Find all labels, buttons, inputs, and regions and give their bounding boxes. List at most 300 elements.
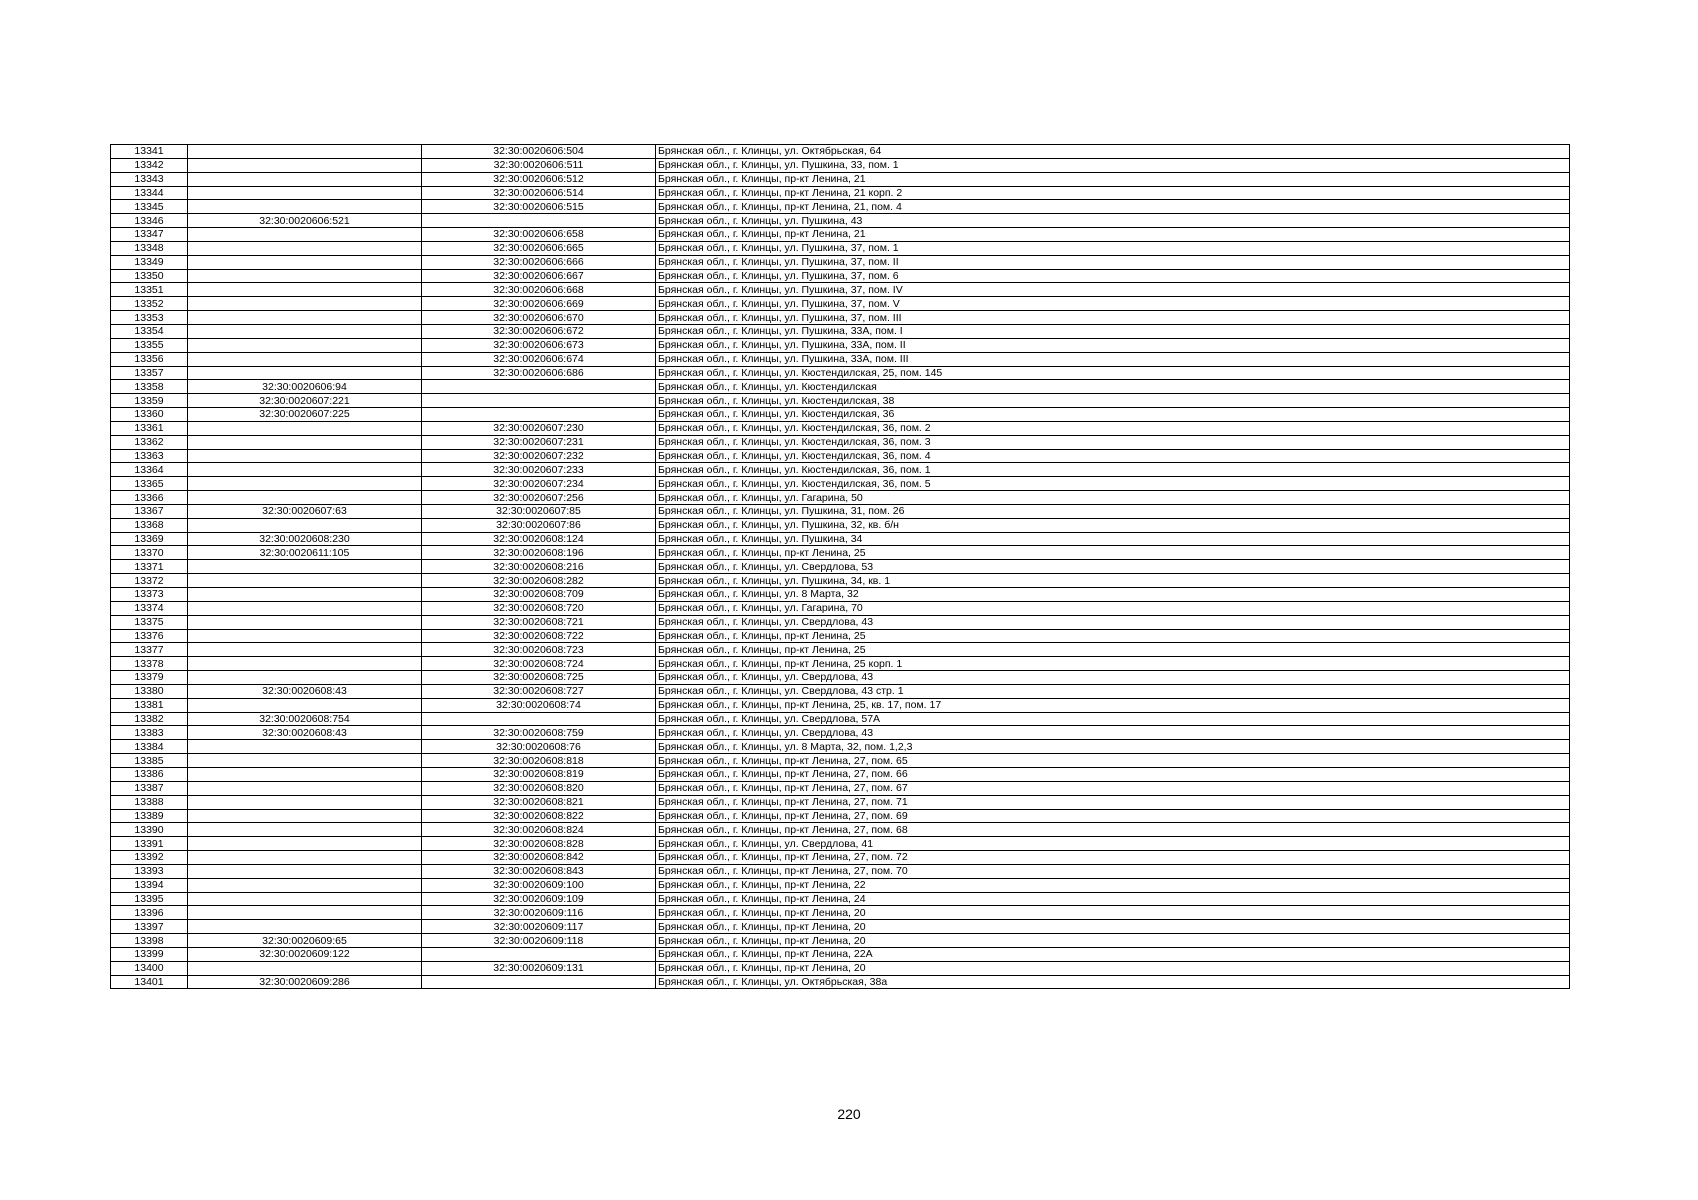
- table-row: [111, 795, 1570, 809]
- table-row: [111, 878, 1570, 892]
- object-cadastral-number-cell: 32:30:0020608:722: [422, 629, 656, 643]
- object-cadastral-number-cell: 32:30:0020606:514: [422, 186, 656, 200]
- row-number-cell: 13347: [111, 228, 188, 242]
- address-cell: Брянская обл., г. Клинцы, ул. Пушкина, 33, пом. 1: [656, 158, 1570, 172]
- table-row: [111, 380, 1570, 394]
- address-cell: Брянская обл., г. Клинцы, ул. 8 Марта, 32, пом. 1,2,3: [656, 740, 1570, 754]
- object-cadastral-number-cell: [422, 947, 656, 961]
- row-number-cell: 13353: [111, 311, 188, 325]
- address-cell: Брянская обл., г. Клинцы, пр-кт Ленина, 25 корп. 1: [656, 657, 1570, 671]
- row-number-cell: 13348: [111, 241, 188, 255]
- address-cell: Брянская обл., г. Клинцы, ул. Кюстендилская, 36, пом. 5: [656, 477, 1570, 491]
- object-cadastral-number-cell: 32:30:0020608:724: [422, 657, 656, 671]
- row-number-cell: 13360: [111, 408, 188, 422]
- row-number-cell: 13344: [111, 186, 188, 200]
- table-row: [111, 491, 1570, 505]
- address-cell: Брянская обл., г. Клинцы, ул. Пушкина, 33А, пом. II: [656, 338, 1570, 352]
- land-parcel-number-cell: [188, 145, 422, 159]
- address-cell: Брянская обл., г. Клинцы, ул. Свердлова, 53: [656, 560, 1570, 574]
- row-number-cell: 13370: [111, 546, 188, 560]
- object-cadastral-number-cell: 32:30:0020606:668: [422, 283, 656, 297]
- land-parcel-number-cell: [188, 823, 422, 837]
- row-number-cell: 13361: [111, 421, 188, 435]
- table-row: [111, 684, 1570, 698]
- table-row: [111, 947, 1570, 961]
- land-parcel-number-cell: [188, 352, 422, 366]
- address-cell: Брянская обл., г. Клинцы, пр-кт Ленина, 20: [656, 934, 1570, 948]
- row-number-cell: 13398: [111, 934, 188, 948]
- land-parcel-number-cell: [188, 781, 422, 795]
- table-row: [111, 698, 1570, 712]
- land-parcel-number-cell: [188, 837, 422, 851]
- table-row: [111, 726, 1570, 740]
- address-cell: Брянская обл., г. Клинцы, ул. Пушкина, 31, пом. 26: [656, 504, 1570, 518]
- land-parcel-number-cell: [188, 588, 422, 602]
- object-cadastral-number-cell: 32:30:0020606:672: [422, 324, 656, 338]
- table-row: [111, 504, 1570, 518]
- land-parcel-number-cell: [188, 961, 422, 975]
- table-row: [111, 588, 1570, 602]
- row-number-cell: 13378: [111, 657, 188, 671]
- address-cell: Брянская обл., г. Клинцы, ул. Пушкина, 37, пом. IV: [656, 283, 1570, 297]
- object-cadastral-number-cell: [422, 408, 656, 422]
- address-cell: Брянская обл., г. Клинцы, ул. Кюстендилская, 36: [656, 408, 1570, 422]
- object-cadastral-number-cell: 32:30:0020608:818: [422, 754, 656, 768]
- address-cell: Брянская обл., г. Клинцы, ул. Пушкина, 34: [656, 532, 1570, 546]
- land-parcel-number-cell: 32:30:0020606:521: [188, 214, 422, 228]
- land-parcel-number-cell: 32:30:0020608:754: [188, 712, 422, 726]
- address-cell: Брянская обл., г. Клинцы, пр-кт Ленина, 25, кв. 17, пом. 17: [656, 698, 1570, 712]
- land-parcel-number-cell: [188, 311, 422, 325]
- object-cadastral-number-cell: 32:30:0020606:669: [422, 297, 656, 311]
- row-number-cell: 13397: [111, 920, 188, 934]
- object-cadastral-number-cell: 32:30:0020608:723: [422, 643, 656, 657]
- row-number-cell: 13388: [111, 795, 188, 809]
- object-cadastral-number-cell: 32:30:0020609:118: [422, 934, 656, 948]
- address-cell: Брянская обл., г. Клинцы, ул. Свердлова, 43: [656, 726, 1570, 740]
- table-row: [111, 269, 1570, 283]
- object-cadastral-number-cell: 32:30:0020609:116: [422, 906, 656, 920]
- address-cell: Брянская обл., г. Клинцы, пр-кт Ленина, 25: [656, 643, 1570, 657]
- row-number-cell: 13392: [111, 851, 188, 865]
- object-cadastral-number-cell: [422, 214, 656, 228]
- object-cadastral-number-cell: 32:30:0020608:720: [422, 601, 656, 615]
- object-cadastral-number-cell: 32:30:0020607:85: [422, 504, 656, 518]
- row-number-cell: 13362: [111, 435, 188, 449]
- object-cadastral-number-cell: 32:30:0020608:819: [422, 767, 656, 781]
- land-parcel-number-cell: [188, 172, 422, 186]
- address-cell: Брянская обл., г. Клинцы, пр-кт Ленина, 27, пом. 68: [656, 823, 1570, 837]
- address-cell: Брянская обл., г. Клинцы, ул. Октябрьская, 64: [656, 145, 1570, 159]
- object-cadastral-number-cell: 32:30:0020606:670: [422, 311, 656, 325]
- object-cadastral-number-cell: 32:30:0020608:76: [422, 740, 656, 754]
- land-parcel-number-cell: 32:30:0020609:286: [188, 975, 422, 989]
- address-cell: Брянская обл., г. Клинцы, пр-кт Ленина, 27, пом. 71: [656, 795, 1570, 809]
- address-cell: Брянская обл., г. Клинцы, пр-кт Ленина, 25: [656, 546, 1570, 560]
- land-parcel-number-cell: [188, 657, 422, 671]
- land-parcel-number-cell: [188, 449, 422, 463]
- address-cell: Брянская обл., г. Клинцы, пр-кт Ленина, 20: [656, 906, 1570, 920]
- object-cadastral-number-cell: 32:30:0020606:673: [422, 338, 656, 352]
- address-cell: Брянская обл., г. Клинцы, ул. Свердлова, 57А: [656, 712, 1570, 726]
- table-row: [111, 297, 1570, 311]
- table-row: [111, 864, 1570, 878]
- row-number-cell: 13400: [111, 961, 188, 975]
- object-cadastral-number-cell: 32:30:0020606:666: [422, 255, 656, 269]
- table-row: [111, 214, 1570, 228]
- object-cadastral-number-cell: 32:30:0020608:725: [422, 671, 656, 685]
- row-number-cell: 13354: [111, 324, 188, 338]
- land-parcel-number-cell: [188, 269, 422, 283]
- row-number-cell: 13375: [111, 615, 188, 629]
- land-parcel-number-cell: [188, 643, 422, 657]
- address-cell: Брянская обл., г. Клинцы, пр-кт Ленина, 27, пом. 67: [656, 781, 1570, 795]
- table-row: [111, 449, 1570, 463]
- row-number-cell: 13359: [111, 394, 188, 408]
- land-parcel-number-cell: [188, 477, 422, 491]
- object-cadastral-number-cell: 32:30:0020609:117: [422, 920, 656, 934]
- row-number-cell: 13396: [111, 906, 188, 920]
- table-row: [111, 255, 1570, 269]
- table-row: [111, 421, 1570, 435]
- table-row: [111, 463, 1570, 477]
- address-cell: Брянская обл., г. Клинцы, пр-кт Ленина, 27, пом. 69: [656, 809, 1570, 823]
- land-parcel-number-cell: 32:30:0020608:43: [188, 726, 422, 740]
- object-cadastral-number-cell: 32:30:0020609:100: [422, 878, 656, 892]
- row-number-cell: 13363: [111, 449, 188, 463]
- object-cadastral-number-cell: 32:30:0020607:256: [422, 491, 656, 505]
- land-parcel-number-cell: 32:30:0020611:105: [188, 546, 422, 560]
- row-number-cell: 13371: [111, 560, 188, 574]
- row-number-cell: 13390: [111, 823, 188, 837]
- row-number-cell: 13368: [111, 518, 188, 532]
- land-parcel-number-cell: [188, 491, 422, 505]
- address-cell: Брянская обл., г. Клинцы, пр-кт Ленина, 22А: [656, 947, 1570, 961]
- row-number-cell: 13381: [111, 698, 188, 712]
- land-parcel-number-cell: [188, 297, 422, 311]
- object-cadastral-number-cell: [422, 394, 656, 408]
- row-number-cell: 13364: [111, 463, 188, 477]
- table-row: [111, 906, 1570, 920]
- land-parcel-number-cell: [188, 864, 422, 878]
- table-row: [111, 546, 1570, 560]
- address-cell: Брянская обл., г. Клинцы, ул. Октябрьская, 38а: [656, 975, 1570, 989]
- object-cadastral-number-cell: [422, 712, 656, 726]
- address-cell: Брянская обл., г. Клинцы, ул. Кюстендилская, 36, пом. 4: [656, 449, 1570, 463]
- row-number-cell: 13389: [111, 809, 188, 823]
- table-row: [111, 657, 1570, 671]
- address-cell: Брянская обл., г. Клинцы, ул. Пушкина, 37, пом. III: [656, 311, 1570, 325]
- address-cell: Брянская обл., г. Клинцы, ул. Пушкина, 33А, пом. I: [656, 324, 1570, 338]
- address-cell: Брянская обл., г. Клинцы, ул. Пушкина, 37, пом. 1: [656, 241, 1570, 255]
- table-row: [111, 145, 1570, 159]
- row-number-cell: 13393: [111, 864, 188, 878]
- table-row: [111, 574, 1570, 588]
- row-number-cell: 13386: [111, 767, 188, 781]
- land-parcel-number-cell: [188, 574, 422, 588]
- table-row: [111, 712, 1570, 726]
- row-number-cell: 13379: [111, 671, 188, 685]
- land-parcel-number-cell: [188, 754, 422, 768]
- row-number-cell: 13373: [111, 588, 188, 602]
- land-parcel-number-cell: [188, 283, 422, 297]
- object-cadastral-number-cell: 32:30:0020608:282: [422, 574, 656, 588]
- table-row: [111, 477, 1570, 491]
- address-cell: Брянская обл., г. Клинцы, ул. Пушкина, 37, пом. II: [656, 255, 1570, 269]
- table-row: [111, 615, 1570, 629]
- object-cadastral-number-cell: 32:30:0020606:674: [422, 352, 656, 366]
- table-body: [111, 145, 1570, 989]
- cadastral-register-table: [110, 144, 1570, 989]
- object-cadastral-number-cell: 32:30:0020608:759: [422, 726, 656, 740]
- row-number-cell: 13343: [111, 172, 188, 186]
- row-number-cell: 13385: [111, 754, 188, 768]
- land-parcel-number-cell: [188, 200, 422, 214]
- address-cell: Брянская обл., г. Клинцы, ул. Гагарина, 50: [656, 491, 1570, 505]
- object-cadastral-number-cell: 32:30:0020608:820: [422, 781, 656, 795]
- object-cadastral-number-cell: 32:30:0020608:216: [422, 560, 656, 574]
- land-parcel-number-cell: [188, 338, 422, 352]
- address-cell: Брянская обл., г. Клинцы, ул. Свердлова, 43: [656, 615, 1570, 629]
- table-row: [111, 172, 1570, 186]
- address-cell: Брянская обл., г. Клинцы, пр-кт Ленина, 24: [656, 892, 1570, 906]
- address-cell: Брянская обл., г. Клинцы, ул. Свердлова, 43: [656, 671, 1570, 685]
- table-row: [111, 158, 1570, 172]
- object-cadastral-number-cell: 32:30:0020608:721: [422, 615, 656, 629]
- row-number-cell: 13382: [111, 712, 188, 726]
- table-row: [111, 532, 1570, 546]
- table-row: [111, 837, 1570, 851]
- table-row: [111, 311, 1570, 325]
- table-row: [111, 338, 1570, 352]
- table-row: [111, 435, 1570, 449]
- address-cell: Брянская обл., г. Клинцы, ул. Пушкина, 33А, пом. III: [656, 352, 1570, 366]
- land-parcel-number-cell: 32:30:0020607:221: [188, 394, 422, 408]
- table-row: [111, 767, 1570, 781]
- page-number: 220: [837, 1106, 861, 1122]
- table-row: [111, 671, 1570, 685]
- table-row: [111, 920, 1570, 934]
- table-row: [111, 975, 1570, 989]
- row-number-cell: 13346: [111, 214, 188, 228]
- object-cadastral-number-cell: 32:30:0020608:196: [422, 546, 656, 560]
- address-cell: Брянская обл., г. Клинцы, ул. Свердлова, 43 стр. 1: [656, 684, 1570, 698]
- table-row: [111, 324, 1570, 338]
- object-cadastral-number-cell: 32:30:0020607:231: [422, 435, 656, 449]
- land-parcel-number-cell: [188, 518, 422, 532]
- land-parcel-number-cell: [188, 186, 422, 200]
- land-parcel-number-cell: [188, 906, 422, 920]
- address-cell: Брянская обл., г. Клинцы, пр-кт Ленина, 27, пом. 65: [656, 754, 1570, 768]
- address-cell: Брянская обл., г. Клинцы, пр-кт Ленина, 27, пом. 70: [656, 864, 1570, 878]
- land-parcel-number-cell: 32:30:0020607:63: [188, 504, 422, 518]
- register-sheet: [110, 144, 1569, 989]
- row-number-cell: 13341: [111, 145, 188, 159]
- address-cell: Брянская обл., г. Клинцы, пр-кт Ленина, 21 корп. 2: [656, 186, 1570, 200]
- table-row: [111, 781, 1570, 795]
- row-number-cell: 13345: [111, 200, 188, 214]
- land-parcel-number-cell: [188, 463, 422, 477]
- object-cadastral-number-cell: 32:30:0020606:665: [422, 241, 656, 255]
- address-cell: Брянская обл., г. Клинцы, пр-кт Ленина, 21: [656, 228, 1570, 242]
- address-cell: Брянская обл., г. Клинцы, пр-кт Ленина, 27, пом. 72: [656, 851, 1570, 865]
- table-row: [111, 643, 1570, 657]
- address-cell: Брянская обл., г. Клинцы, ул. Пушкина, 43: [656, 214, 1570, 228]
- row-number-cell: 13387: [111, 781, 188, 795]
- land-parcel-number-cell: [188, 228, 422, 242]
- row-number-cell: 13376: [111, 629, 188, 643]
- row-number-cell: 13351: [111, 283, 188, 297]
- row-number-cell: 13395: [111, 892, 188, 906]
- land-parcel-number-cell: [188, 158, 422, 172]
- address-cell: Брянская обл., г. Клинцы, ул. Кюстендилская, 38: [656, 394, 1570, 408]
- land-parcel-number-cell: 32:30:0020607:225: [188, 408, 422, 422]
- table-row: [111, 241, 1570, 255]
- object-cadastral-number-cell: 32:30:0020607:234: [422, 477, 656, 491]
- land-parcel-number-cell: [188, 878, 422, 892]
- land-parcel-number-cell: [188, 421, 422, 435]
- object-cadastral-number-cell: 32:30:0020608:824: [422, 823, 656, 837]
- table-row: [111, 200, 1570, 214]
- land-parcel-number-cell: 32:30:0020606:94: [188, 380, 422, 394]
- object-cadastral-number-cell: 32:30:0020607:86: [422, 518, 656, 532]
- address-cell: Брянская обл., г. Клинцы, ул. Пушкина, 32, кв. б/н: [656, 518, 1570, 532]
- address-cell: Брянская обл., г. Клинцы, ул. Свердлова, 41: [656, 837, 1570, 851]
- object-cadastral-number-cell: 32:30:0020606:658: [422, 228, 656, 242]
- object-cadastral-number-cell: 32:30:0020608:74: [422, 698, 656, 712]
- land-parcel-number-cell: [188, 795, 422, 809]
- row-number-cell: 13367: [111, 504, 188, 518]
- table-row: [111, 186, 1570, 200]
- address-cell: Брянская обл., г. Клинцы, пр-кт Ленина, 20: [656, 920, 1570, 934]
- row-number-cell: 13399: [111, 947, 188, 961]
- object-cadastral-number-cell: 32:30:0020608:822: [422, 809, 656, 823]
- row-number-cell: 13350: [111, 269, 188, 283]
- land-parcel-number-cell: [188, 851, 422, 865]
- table-row: [111, 601, 1570, 615]
- object-cadastral-number-cell: 32:30:0020606:667: [422, 269, 656, 283]
- object-cadastral-number-cell: 32:30:0020606:512: [422, 172, 656, 186]
- land-parcel-number-cell: [188, 892, 422, 906]
- object-cadastral-number-cell: 32:30:0020606:511: [422, 158, 656, 172]
- table-row: [111, 740, 1570, 754]
- row-number-cell: 13377: [111, 643, 188, 657]
- address-cell: Брянская обл., г. Клинцы, пр-кт Ленина, 20: [656, 961, 1570, 975]
- table-row: [111, 394, 1570, 408]
- object-cadastral-number-cell: 32:30:0020606:686: [422, 366, 656, 380]
- row-number-cell: 13366: [111, 491, 188, 505]
- land-parcel-number-cell: 32:30:0020608:230: [188, 532, 422, 546]
- address-cell: Брянская обл., г. Клинцы, ул. Пушкина, 37, пом. V: [656, 297, 1570, 311]
- object-cadastral-number-cell: 32:30:0020607:233: [422, 463, 656, 477]
- object-cadastral-number-cell: 32:30:0020609:109: [422, 892, 656, 906]
- table-row: [111, 283, 1570, 297]
- address-cell: Брянская обл., г. Клинцы, ул. Пушкина, 37, пом. 6: [656, 269, 1570, 283]
- address-cell: Брянская обл., г. Клинцы, ул. 8 Марта, 32: [656, 588, 1570, 602]
- table-row: [111, 228, 1570, 242]
- object-cadastral-number-cell: 32:30:0020608:842: [422, 851, 656, 865]
- table-row: [111, 366, 1570, 380]
- address-cell: Брянская обл., г. Клинцы, ул. Кюстендилская, 36, пом. 2: [656, 421, 1570, 435]
- row-number-cell: 13391: [111, 837, 188, 851]
- address-cell: Брянская обл., г. Клинцы, ул. Гагарина, 70: [656, 601, 1570, 615]
- address-cell: Брянская обл., г. Клинцы, пр-кт Ленина, 22: [656, 878, 1570, 892]
- object-cadastral-number-cell: 32:30:0020608:727: [422, 684, 656, 698]
- object-cadastral-number-cell: [422, 975, 656, 989]
- land-parcel-number-cell: [188, 809, 422, 823]
- land-parcel-number-cell: [188, 698, 422, 712]
- table-row: [111, 629, 1570, 643]
- object-cadastral-number-cell: 32:30:0020607:232: [422, 449, 656, 463]
- table-row: [111, 851, 1570, 865]
- object-cadastral-number-cell: 32:30:0020609:131: [422, 961, 656, 975]
- object-cadastral-number-cell: 32:30:0020607:230: [422, 421, 656, 435]
- object-cadastral-number-cell: 32:30:0020606:515: [422, 200, 656, 214]
- row-number-cell: 13342: [111, 158, 188, 172]
- land-parcel-number-cell: [188, 255, 422, 269]
- table-row: [111, 352, 1570, 366]
- land-parcel-number-cell: [188, 601, 422, 615]
- table-row: [111, 408, 1570, 422]
- row-number-cell: 13357: [111, 366, 188, 380]
- row-number-cell: 13355: [111, 338, 188, 352]
- land-parcel-number-cell: 32:30:0020609:65: [188, 934, 422, 948]
- table-row: [111, 961, 1570, 975]
- address-cell: Брянская обл., г. Клинцы, пр-кт Ленина, 27, пом. 66: [656, 767, 1570, 781]
- row-number-cell: 13401: [111, 975, 188, 989]
- land-parcel-number-cell: [188, 560, 422, 574]
- table-row: [111, 823, 1570, 837]
- land-parcel-number-cell: [188, 435, 422, 449]
- table-row: [111, 518, 1570, 532]
- address-cell: Брянская обл., г. Клинцы, ул. Кюстендилская, 25, пом. 145: [656, 366, 1570, 380]
- address-cell: Брянская обл., г. Клинцы, пр-кт Ленина, 25: [656, 629, 1570, 643]
- row-number-cell: 13358: [111, 380, 188, 394]
- object-cadastral-number-cell: 32:30:0020608:828: [422, 837, 656, 851]
- table-row: [111, 934, 1570, 948]
- land-parcel-number-cell: [188, 615, 422, 629]
- object-cadastral-number-cell: 32:30:0020608:821: [422, 795, 656, 809]
- row-number-cell: 13383: [111, 726, 188, 740]
- land-parcel-number-cell: [188, 671, 422, 685]
- land-parcel-number-cell: [188, 324, 422, 338]
- land-parcel-number-cell: [188, 241, 422, 255]
- row-number-cell: 13356: [111, 352, 188, 366]
- table-row: [111, 892, 1570, 906]
- address-cell: Брянская обл., г. Клинцы, пр-кт Ленина, 21: [656, 172, 1570, 186]
- land-parcel-number-cell: [188, 767, 422, 781]
- address-cell: Брянская обл., г. Клинцы, ул. Пушкина, 34, кв. 1: [656, 574, 1570, 588]
- row-number-cell: 13380: [111, 684, 188, 698]
- row-number-cell: 13372: [111, 574, 188, 588]
- row-number-cell: 13349: [111, 255, 188, 269]
- row-number-cell: 13369: [111, 532, 188, 546]
- row-number-cell: 13384: [111, 740, 188, 754]
- object-cadastral-number-cell: 32:30:0020606:504: [422, 145, 656, 159]
- land-parcel-number-cell: [188, 366, 422, 380]
- table-row: [111, 754, 1570, 768]
- row-number-cell: 13394: [111, 878, 188, 892]
- land-parcel-number-cell: [188, 740, 422, 754]
- address-cell: Брянская обл., г. Клинцы, ул. Кюстендилская, 36, пом. 1: [656, 463, 1570, 477]
- row-number-cell: 13352: [111, 297, 188, 311]
- table-row: [111, 809, 1570, 823]
- address-cell: Брянская обл., г. Клинцы, пр-кт Ленина, 21, пом. 4: [656, 200, 1570, 214]
- row-number-cell: 13365: [111, 477, 188, 491]
- table-row: [111, 560, 1570, 574]
- object-cadastral-number-cell: 32:30:0020608:124: [422, 532, 656, 546]
- address-cell: Брянская обл., г. Клинцы, ул. Кюстендилская, 36, пом. 3: [656, 435, 1570, 449]
